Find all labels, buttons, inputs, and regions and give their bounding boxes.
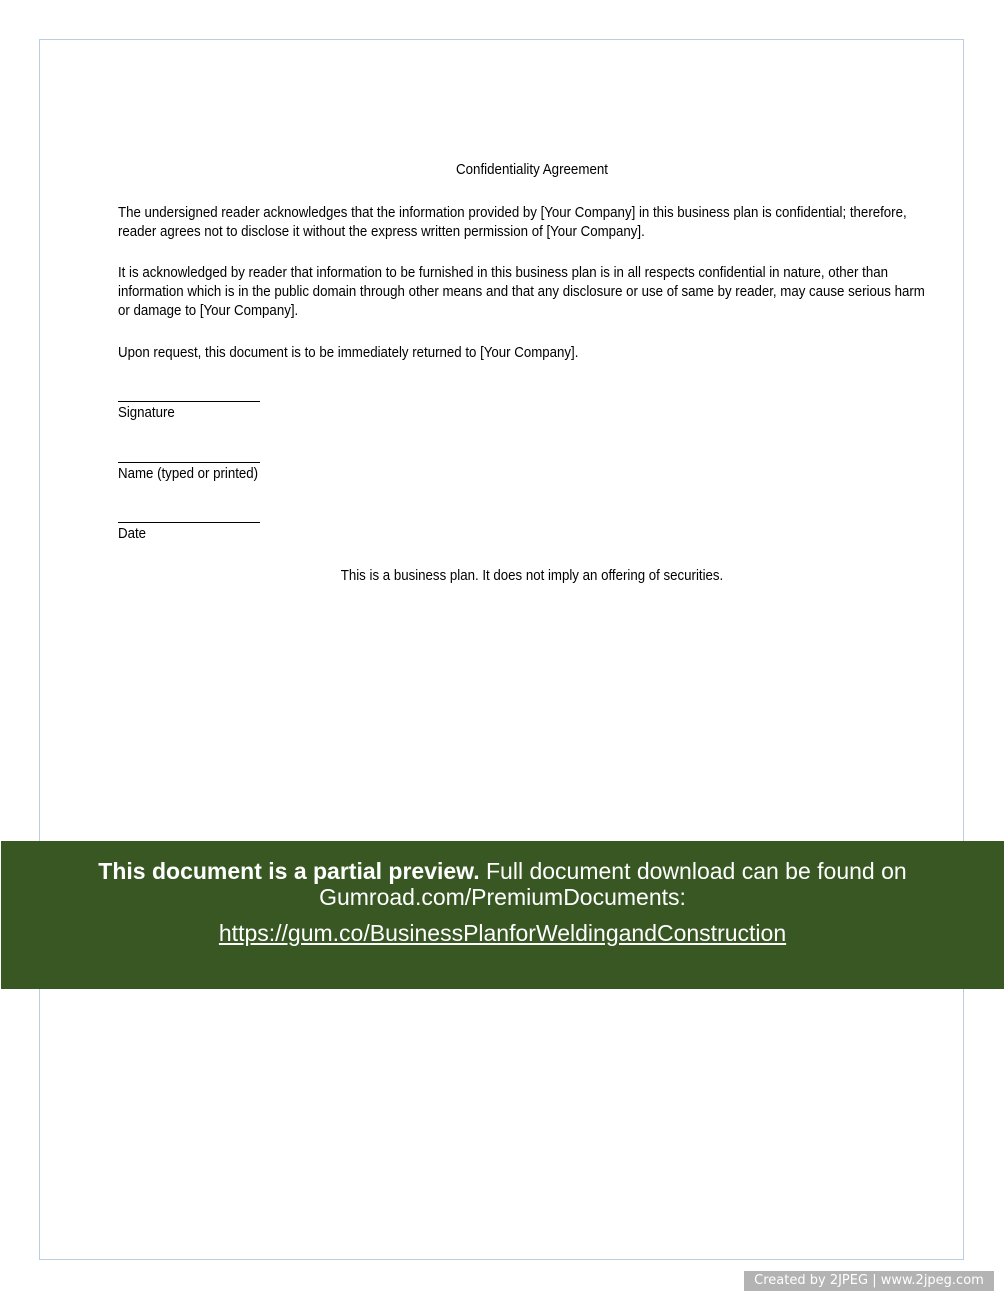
name-field [118,462,271,482]
name-line [118,462,260,463]
paragraph-confidentiality [118,204,942,242]
banner-message [1,858,1004,910]
watermark-badge: Created by 2JPEG | www.2jpeg.com [744,1271,994,1291]
banner-text-rest: Full document download can be found on [479,858,907,884]
preview-banner [1,841,1004,989]
date-label: Date [118,526,147,542]
signature-field [118,401,260,421]
paragraph-line: or damage to [Your Company]. [118,303,299,319]
name-label: Name (typed or printed) [118,466,259,482]
banner-text-line2: Gumroad.com/PremiumDocuments: [319,884,686,910]
banner-bold-text: This document is a partial preview. [98,858,480,884]
securities-disclaimer: This is a business plan. It does not imply an offering of securities. [340,568,724,584]
paragraph-line: It is acknowledged by reader that information to be furnished in this business plan is in all respects confidential in nature, other than [118,265,888,281]
date-line [118,522,260,523]
document-title: Confidentiality Agreement [455,162,609,178]
signature-line [118,401,260,402]
paragraph-line: information which is in the public domain through other means and that any disclosure or use of same by reader, may cause serious harm [118,284,925,300]
download-link[interactable]: https://gum.co/BusinessPlanforWeldingandConstruction [218,920,787,946]
paragraph-line: reader agrees not to disclose it without the express written permission of [Your Company]. [118,224,645,240]
paragraph-return [118,344,942,363]
paragraph-line: Upon request, this document is to be immediately returned to [Your Company]. [118,345,579,361]
paragraph-line: The undersigned reader acknowledges that the information provided by [Your Company] in this business plan is confidential; therefore, [118,205,907,221]
signature-label: Signature [118,405,175,421]
date-field [118,522,260,542]
paragraph-acknowledgement [118,264,942,321]
